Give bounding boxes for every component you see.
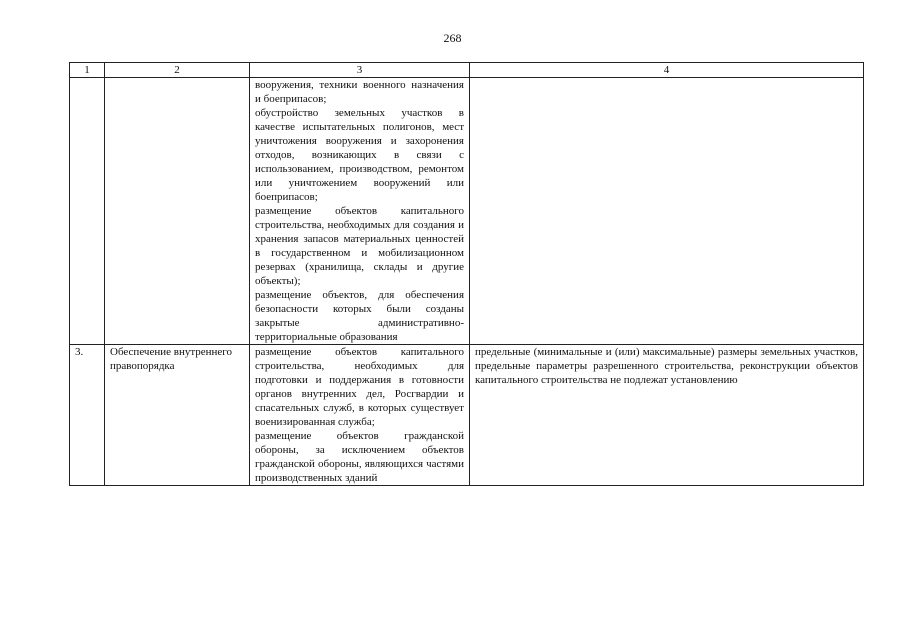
page-number: 268 — [443, 31, 462, 45]
description-paragraph: обустройство земельных участков в качестве испытательных полигонов, мест уничтожения вооружения и захоронения отходов, возникающих в связи с использованием, производством, ремонтом или уничтожением вооружений или боеприпасов; — [255, 107, 464, 203]
column-number-3: 3 — [250, 63, 470, 78]
description-paragraph: размещение объектов капитального строительства, необходимых для создания и хранения запасов материальных ценностей в государственном и мобилизационном резервах (хранилища, склады и другие объекты); — [255, 205, 464, 287]
description-paragraph: размещение объектов, для обеспечения безопасности которых были созданы закрытые административно-территориальные образования — [255, 289, 464, 343]
use-type-name — [105, 78, 250, 345]
parameters-cell — [470, 78, 864, 345]
use-description — [250, 345, 470, 486]
description-paragraph: размещение объектов капитального строительства, необходимых для подготовки и поддержания в готовности органов внутренних дел, Росгвардии и спасательных служб, в которых существует военизированная служба; — [255, 346, 464, 428]
description-paragraph: размещение объектов гражданской обороны, за исключением объектов гражданской обороны, являющихся частями производственных зданий — [255, 430, 464, 484]
table-row — [70, 78, 864, 345]
use-type-name: Обеспечение внутреннего правопорядка — [105, 345, 250, 486]
row-number — [70, 78, 105, 345]
column-number-2: 2 — [105, 63, 250, 78]
row-number: 3. — [70, 345, 105, 486]
description-paragraph: вооружения, техники военного назначения и боеприпасов; — [255, 79, 464, 105]
parameters-cell: предельные (минимальные и (или) максимальные) размеры земельных участков, предельные параметры разрешенного строительства, реконструкции объектов капитального строительства не подлежат установлению — [470, 345, 864, 486]
column-number-1: 1 — [70, 63, 105, 78]
table-row — [70, 345, 864, 486]
use-description — [250, 78, 470, 345]
column-number-4: 4 — [470, 63, 864, 78]
document-table — [69, 62, 864, 486]
table-header-row — [70, 63, 864, 78]
